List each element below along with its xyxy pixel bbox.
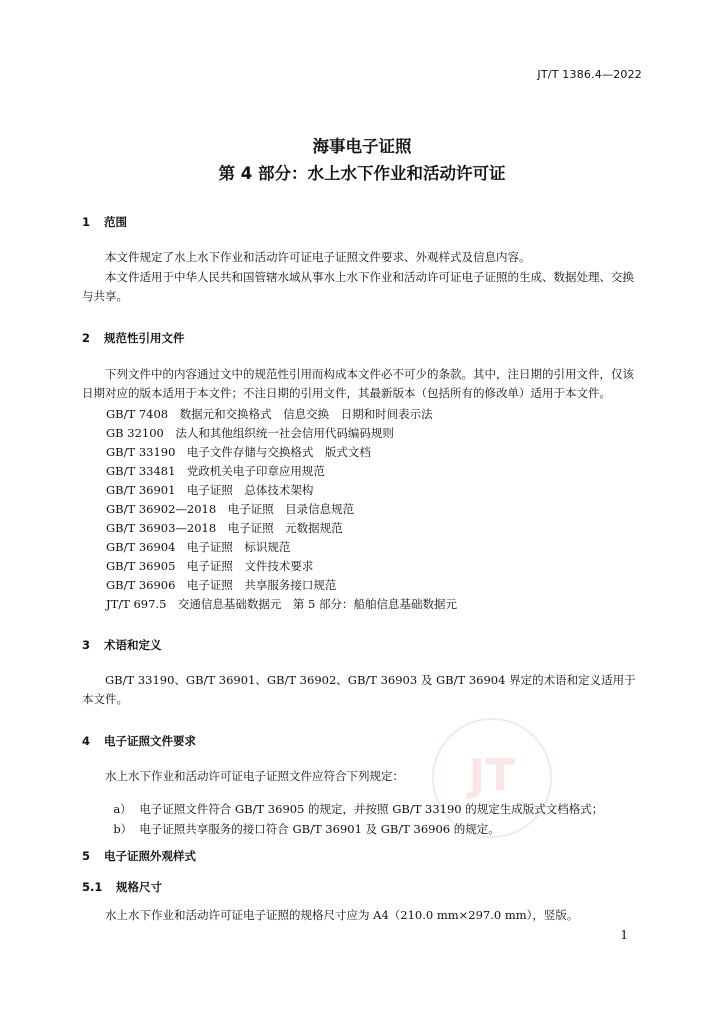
section-number: 4 [82,734,91,748]
section-1-paragraph-2: 本文件适用于中华人民共和国管辖水域从事水上水下作业和活动许可证电子证照的生成、数据处理、交换与共享。 [82,270,634,303]
section-2-paragraph: 下列文件中的内容通过文中的规范性引用而构成本文件必不可少的条款。其中，注日期的引用文件，仅该日期对应的版本适用于本文件；不注日期的引用文件，其最新版本（包括所有的修改单）适用于本文件。 [82,367,634,400]
section-number: 5 [82,849,91,863]
section-1-paragraph-1: 本文件规定了水上水下作业和活动许可证电子证照文件要求、外观样式及信息内容。 [105,250,531,264]
reference-item: GB/T 33190 电子文件存储与交换格式 版式文档 [106,445,371,459]
reference-item: GB/T 36902—2018 电子证照 目录信息规范 [106,502,355,516]
reference-item: GB/T 36906 电子证照 共享服务接口规范 [106,578,337,592]
section-5-1-paragraph: 水上水下作业和活动许可证电子证照的规格尺寸应为 A4（210.0 mm×297.0 mm），竖版。 [105,908,579,922]
reference-item: GB/T 36904 电子证照 标识规范 [106,540,291,554]
section-number: 3 [82,638,91,652]
list-item-label: a） [113,802,132,816]
document-title: 海事电子证照 [312,137,412,156]
list-item-label: b） [113,822,133,836]
section-3-heading [82,637,162,653]
list-item-text: 电子证照文件符合 GB/T 36905 的规定，并按照 GB/T 33190 的规定生成版式文档格式； [139,802,604,816]
reference-item: GB/T 33481 党政机关电子印章应用规范 [106,464,325,478]
section-1-heading [82,214,127,230]
section-number: 1 [82,215,91,229]
section-5-1-heading [82,879,162,895]
watermark-text: JT [468,750,516,801]
page-number: 1 [620,928,628,942]
section-title: 电子证照文件要求 [104,734,196,748]
section-title: 电子证照外观样式 [104,849,196,863]
document-subtitle: 第 4 部分：水上水下作业和活动许可证 [218,164,506,183]
section-4-paragraph: 水上水下作业和活动许可证电子证照文件应符合下列规定： [105,769,404,783]
section-title: 规格尺寸 [116,880,162,894]
reference-item: JT/T 697.5 交通信息基础数据元 第 5 部分：船舶信息基础数据元 [106,597,458,611]
section-title: 术语和定义 [104,638,162,652]
standard-number: JT/T 1386.4—2022 [537,68,642,81]
section-4-heading [82,733,196,749]
reference-item: GB/T 36903—2018 电子证照 元数据规范 [106,521,343,535]
section-2-heading [82,330,185,346]
section-title: 范围 [104,215,127,229]
section-5-heading [82,848,196,864]
list-item [106,807,500,837]
reference-item: GB/T 36901 电子证照 总体技术架构 [106,483,314,497]
section-title: 规范性引用文件 [104,331,185,345]
reference-item: GB/T 36905 电子证照 文件技术要求 [106,559,314,573]
section-3-paragraph: GB/T 33190、GB/T 36901、GB/T 36902、GB/T 36903 及 GB/T 36904 界定的术语和定义适用于本文件。 [82,673,636,706]
list-item-text: 电子证照共享服务的接口符合 GB/T 36901 及 GB/T 36906 的规定。 [139,822,500,836]
reference-item: GB/T 7408 数据元和交换格式 信息交换 日期和时间表示法 [106,407,433,421]
section-number: 5.1 [82,880,103,894]
section-number: 2 [82,331,91,345]
reference-item: GB 32100 法人和其他组织统一社会信用代码编码规则 [106,426,394,440]
